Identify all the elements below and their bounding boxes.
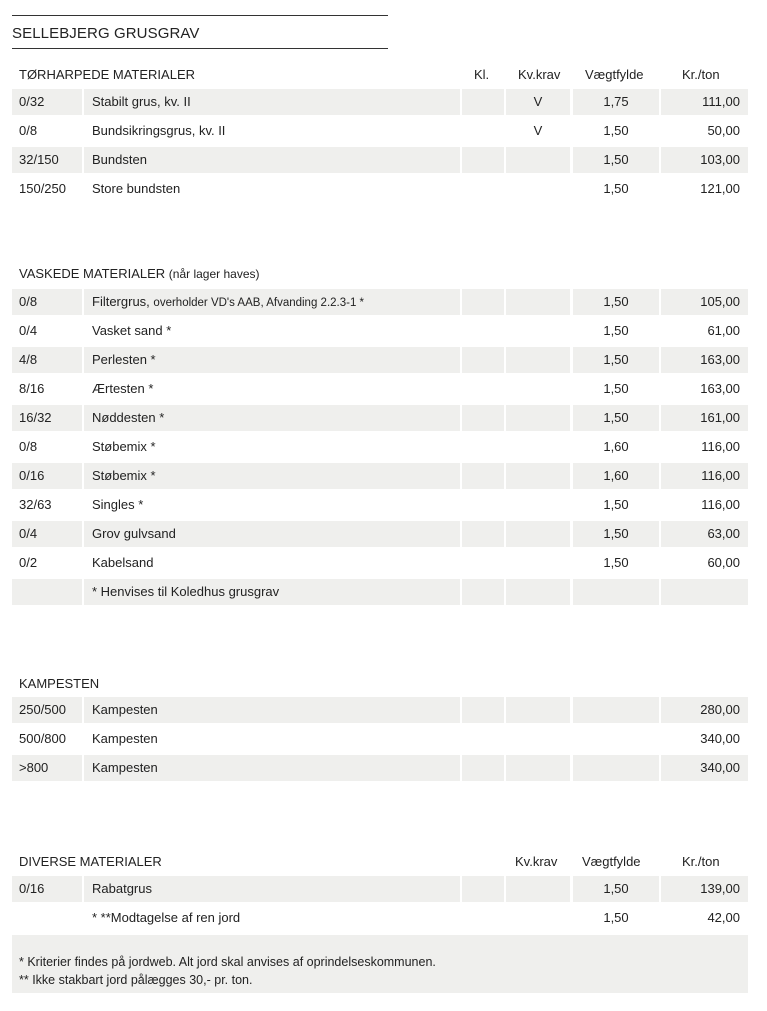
kl-cell [462,521,504,547]
kl-cell [462,147,504,173]
size-cell [12,579,82,605]
table-row [12,492,748,518]
footnote-line-1: * Kriterier findes på jordweb. Alt jord skal anvises af oprindelseskommunen. [19,955,436,969]
name-small-text: overholder VD's AAB, Afvanding 2.2.3-1 * [153,297,365,309]
table-row [12,876,748,902]
kl-cell [462,876,504,902]
price-cell: 116,00 [661,463,748,489]
vaegt-cell [573,697,659,723]
kvkrav-cell [506,492,570,518]
col-header-pris: Kr./ton [682,854,720,869]
price-cell: 161,00 [661,405,748,431]
vaegt-cell [573,755,659,781]
page-title: SELLEBJERG GRUSGRAV [12,25,200,42]
table-row [12,289,748,315]
col-header-vaegtfylde: Vægtfylde [585,67,644,82]
size-cell: 0/4 [12,521,82,547]
vaegt-cell: 1,60 [603,439,629,454]
price-cell: 280,00 [661,697,748,723]
section-heading: TØRHARPEDE MATERIALER [19,67,196,82]
col-header-vaegtfylde: Vægtfylde [582,854,641,869]
table-row [12,347,748,373]
name-cell: Stabilt grus, kv. II [84,89,460,115]
section-diverse [12,850,748,934]
table-row [12,697,748,723]
price-cell: 340,00 [661,755,748,781]
table-row [12,176,748,202]
vaegt-cell [573,579,659,605]
vaegt-cell: 1,50 [603,181,629,196]
title-block [12,15,388,49]
kvkrav-cell [506,905,570,931]
footnote-line-2: ** Ikke stakbart jord pålægges 30,- pr. ton. [19,973,253,987]
kvkrav-cell [506,405,570,431]
size-cell: 250/500 [12,697,82,723]
vaegt-cell: 1,50 [603,123,629,138]
name-cell: Ærtesten * [92,381,154,396]
size-cell: 500/800 [19,731,66,746]
price-cell: 42,00 [707,910,740,925]
kl-cell [462,726,504,752]
vaegt-cell: 1,75 [573,89,659,115]
kvkrav-cell [506,176,570,202]
col-header-kvkrav: Kv.krav [518,67,561,82]
price-cell: 105,00 [661,289,748,315]
kl-cell [462,376,504,402]
price-cell: 116,00 [701,497,740,512]
col-header-pris: Kr./ton [682,67,720,82]
kvkrav-cell [506,318,570,344]
kvkrav-cell [506,347,570,373]
section-header [12,850,748,872]
section-kampesten [12,672,748,784]
name-cell: Kampesten [92,731,158,746]
size-cell: 0/8 [19,123,38,138]
name-cell: Nøddesten * [84,405,460,431]
price-cell: 116,00 [701,439,740,454]
name-cell [84,289,460,315]
size-cell: 16/32 [12,405,82,431]
kvkrav-cell [506,463,570,489]
name-cell: Bundsikringsgrus, kv. II [92,123,226,138]
vaegt-cell: 1,50 [573,521,659,547]
vaegt-cell: 1,50 [603,555,629,570]
kvkrav-cell [506,376,570,402]
kvkrav-cell [506,434,570,460]
size-cell: 0/8 [19,439,38,454]
vaegt-cell: 1,50 [573,147,659,173]
vaegt-cell: 1,50 [603,910,629,925]
kvkrav-cell [506,550,570,576]
footnote-cell: * Henvises til Koledhus grusgrav [84,579,460,605]
vaegt-cell: 1,50 [573,289,659,315]
name-cell: Singles * [92,497,144,512]
kl-cell [462,347,504,373]
size-cell: 0/16 [12,876,82,902]
vaegt-cell: 1,50 [603,381,629,396]
name-cell: Kabelsand [92,555,154,570]
col-header-kl: Kl. [474,67,490,82]
table-row [12,579,748,605]
vaegt-cell: 1,60 [573,463,659,489]
section-vaskede [12,262,748,608]
size-cell: 0/32 [12,89,82,115]
name-cell: Rabatgrus [84,876,460,902]
price-cell: 340,00 [700,731,740,746]
kl-cell [462,118,504,144]
section-header [12,63,748,85]
col-header-kvkrav: Kv.krav [515,854,558,869]
name-cell: Grov gulvsand [84,521,460,547]
table-row [12,405,748,431]
price-cell: 111,00 [661,89,748,115]
size-cell: >800 [12,755,82,781]
table-row [12,89,748,115]
kl-cell [462,89,504,115]
size-cell: 32/150 [12,147,82,173]
kl-cell [462,463,504,489]
price-cell: 163,00 [661,347,748,373]
kl-cell [462,318,504,344]
table-row [12,434,748,460]
kvkrav-cell [506,726,570,752]
kvkrav-cell [506,697,570,723]
table-row [12,318,748,344]
kvkrav-cell [506,755,570,781]
table-row [12,118,748,144]
section-torharpede [12,63,748,205]
section-header [12,672,748,694]
size-cell: 8/16 [19,381,45,396]
table-row [12,905,748,931]
table-row [12,726,748,752]
name-cell: Store bundsten [92,181,181,196]
vaegt-cell: 1,50 [603,497,629,512]
kl-cell [462,905,504,931]
name-cell: * **Modtagelse af ren jord [92,910,241,925]
price-cell: 63,00 [661,521,748,547]
size-cell: 0/2 [19,555,38,570]
kl-cell [462,434,504,460]
kl-cell [462,176,504,202]
price-cell: 61,00 [707,323,740,338]
section-heading: KAMPESTEN [19,676,100,691]
price-cell: 60,00 [707,555,740,570]
size-cell: 0/16 [12,463,82,489]
kvkrav-cell [506,521,570,547]
vaegt-cell: 1,50 [573,347,659,373]
kvkrav-cell [506,579,570,605]
price-cell: 163,00 [700,381,740,396]
kl-cell [462,755,504,781]
section-heading: VASKEDE MATERIALER [19,266,166,281]
kl-cell [462,405,504,431]
section-heading-note: (når lager haves) [168,267,260,281]
kvkrav-cell [506,876,570,902]
size-cell: 0/4 [19,323,38,338]
name-cell: Bundsten [84,147,460,173]
name-text: Filtergrus, [92,294,150,309]
table-row [12,521,748,547]
table-row [12,463,748,489]
name-cell: Vasket sand * [92,323,172,338]
size-cell: 150/250 [19,181,66,196]
vaegt-cell: 1,50 [603,323,629,338]
kvkrav-cell: V [533,123,543,138]
kl-cell [462,492,504,518]
kl-cell [462,550,504,576]
section-header [12,262,748,284]
kvkrav-cell [506,147,570,173]
kl-cell [462,579,504,605]
name-cell: Perlesten * [84,347,460,373]
price-cell: 139,00 [661,876,748,902]
size-cell: 0/8 [12,289,82,315]
name-cell: Kampesten [84,697,460,723]
name-cell: Støbemix * [92,439,156,454]
price-cell: 50,00 [707,123,740,138]
vaegt-cell: 1,50 [573,405,659,431]
table-row [12,550,748,576]
name-cell: Støbemix * [84,463,460,489]
vaegt-cell: 1,50 [573,876,659,902]
name-cell: Kampesten [84,755,460,781]
table-row [12,376,748,402]
kl-cell [462,289,504,315]
section-heading: DIVERSE MATERIALER [19,854,162,869]
kl-cell [462,697,504,723]
footnotes-box [12,935,748,993]
price-cell: 103,00 [661,147,748,173]
vaegt-cell [573,726,659,752]
table-row [12,755,748,781]
price-cell: 121,00 [700,181,740,196]
size-cell: 32/63 [19,497,52,512]
price-cell [661,579,748,605]
kvkrav-cell: V [506,89,570,115]
kvkrav-cell [506,289,570,315]
size-cell [12,905,82,931]
table-row [12,147,748,173]
size-cell: 4/8 [12,347,82,373]
